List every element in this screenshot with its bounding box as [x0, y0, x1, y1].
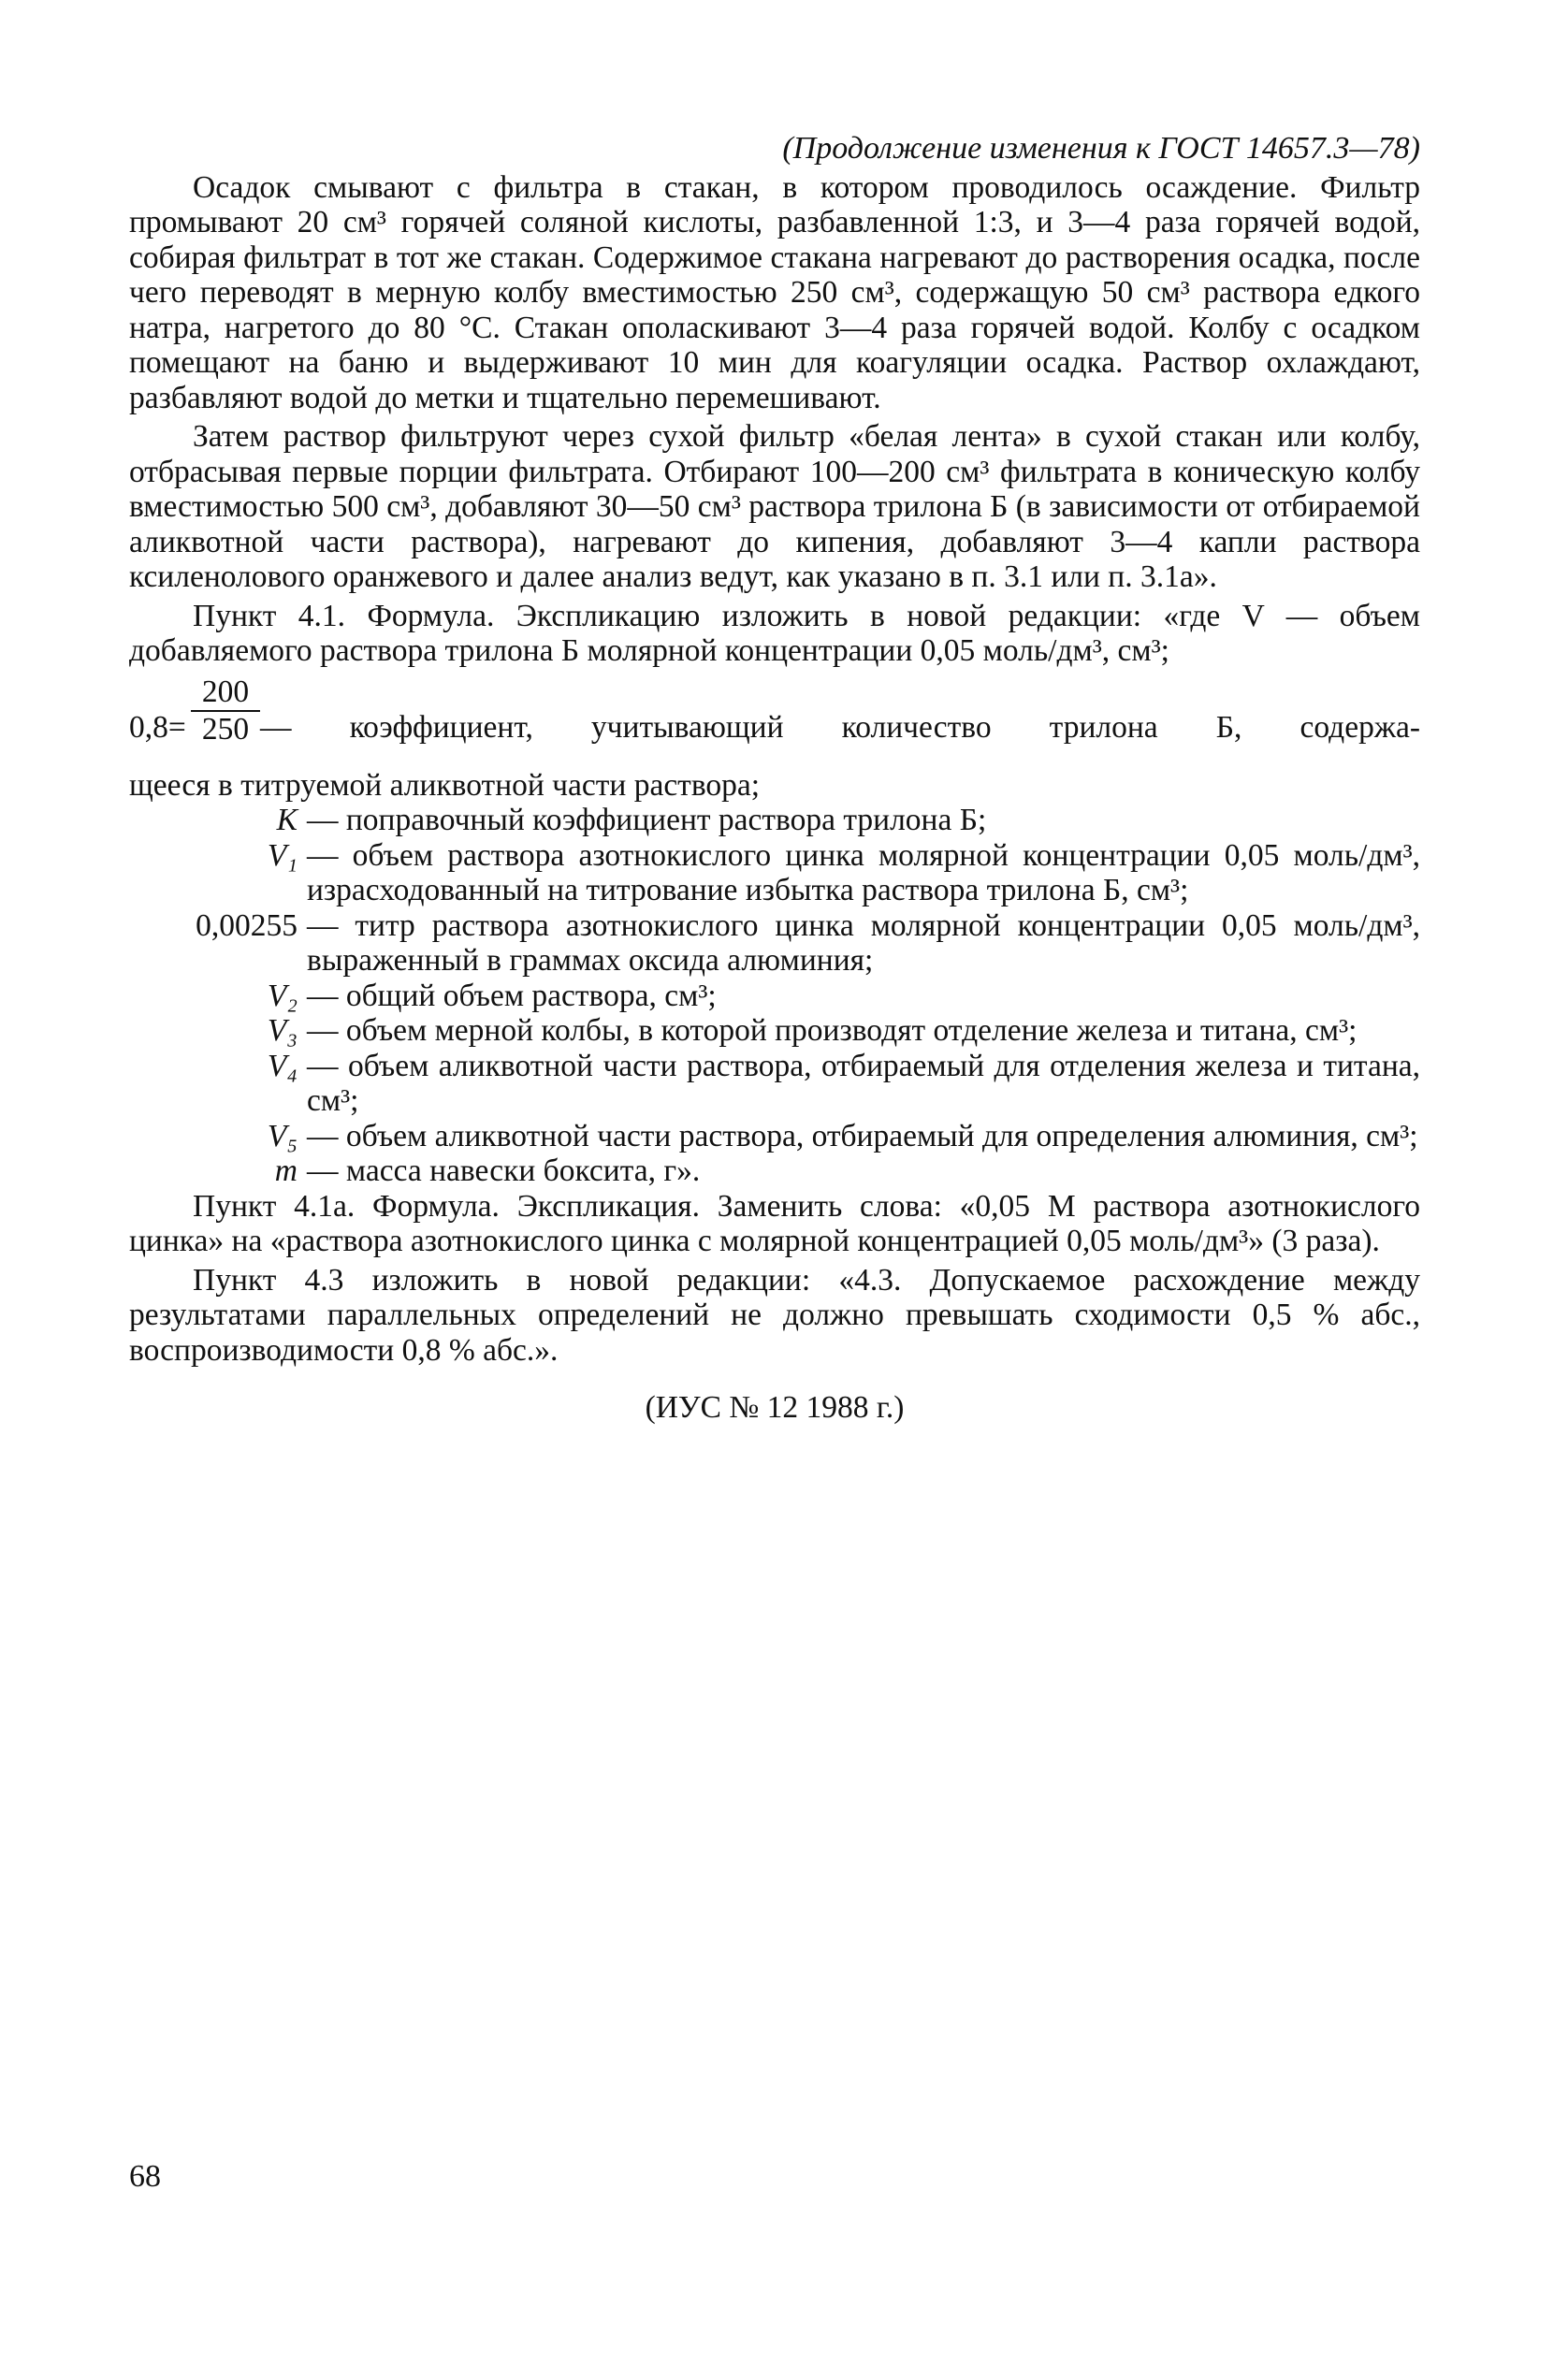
- continuation-header: (Продолжение изменения к ГОСТ 14657.3—78): [782, 131, 1420, 166]
- explication-item-v3: [129, 1013, 1420, 1049]
- explication-text: — объем мерной колбы, в которой производят отделение железа и титана, см³;: [307, 1013, 1357, 1048]
- paragraph-item-4-1a: Пункт 4.1а. Формула. Экспликация. Заменить слова: «0,05 М раствора азотнокислого цинка» на «раствора азотнокислого цинка с молярной концентрацией 0,05 моль/дм³» (3 раза).: [129, 1188, 1420, 1258]
- explication-list: [129, 803, 1420, 1189]
- explication-item-v1: [129, 838, 1420, 908]
- explication-item-k: [129, 803, 1420, 838]
- document-page: [129, 131, 1420, 1457]
- explication-symbol: V₃: [267, 1013, 298, 1048]
- explication-text: — объем аликвотной части раствора, отбираемый для определения алюминия, см³;: [307, 1118, 1418, 1153]
- explication-item-m: [129, 1153, 1420, 1189]
- explication-item-v5: [129, 1119, 1420, 1154]
- explication-symbol: V₂: [267, 978, 298, 1013]
- explication-symbol: K: [276, 803, 298, 837]
- explication-symbol: V₁: [267, 837, 298, 873]
- explication-text: — титр раствора азотнокислого цинка молярной концентрации 0,05 моль/дм³, выраженный в граммах оксида алюминия;: [307, 907, 1420, 978]
- formula-denominator: 250: [191, 710, 260, 747]
- explication-text: — общий объем раствора, см³;: [307, 978, 717, 1013]
- explication-text: — поправочный коэффициент раствора трилона Б;: [307, 803, 987, 837]
- formula-fraction: [191, 674, 260, 747]
- explication-text: — объем аликвотной части раствора, отбираемый для отделения железа и титана, см³;: [307, 1048, 1420, 1118]
- coefficient-formula: [129, 674, 1420, 768]
- explication-item-v2: [129, 979, 1420, 1014]
- formula-description: — коэффициент, учитывающий количество трилона Б, содержа-: [260, 709, 1420, 745]
- explication-symbol: m: [274, 1153, 298, 1188]
- explication-symbol: V₅: [267, 1118, 298, 1153]
- formula-prefix: 0,8=: [129, 709, 186, 745]
- paragraph-item-4-3: Пункт 4.3 изложить в новой редакции: «4.3. Допускаемое расхождение между результатами параллельных определений не должно превышать сходимости 0,5 % абс., воспроизводимости 0,8 % абс.».: [129, 1262, 1420, 1368]
- page-number: 68: [129, 2159, 161, 2194]
- formula-description-continuation: щееся в титруемой аликвотной части раствора;: [129, 767, 761, 803]
- explication-symbol: 0,00255: [196, 907, 298, 943]
- explication-text: — масса навески боксита, г».: [307, 1153, 701, 1188]
- explication-text: — объем раствора азотнокислого цинка молярной концентрации 0,05 моль/дм³, израсходованный на титрование избытка раствора трилона Б, см³;: [307, 837, 1420, 907]
- paragraph-item-4-1: Пункт 4.1. Формула. Экспликацию изложить в новой редакции: «где V — объем добавляемого раствора трилона Б молярной концентрации 0,05 моль/дм³, см³;: [129, 598, 1420, 668]
- paragraph-precipitate-wash: Осадок смывают с фильтра в стакан, в котором проводилось осаждение. Фильтр промывают 20 см³ горячей соляной кислоты, разбавленной 1:3, и 3—4 раза горячей водой, собирая фильтрат в тот же стакан. Содержимое стакана нагревают до растворения осадка, после чего переводят в мерную колбу вместимостью 250 см³, содержащую 50 см³ раствора едкого натра, нагретого до 80 °С. Стакан ополаскивают 3—4 раза горячей водой. Колбу с осадком помещают на баню и выдерживают 10 мин для коагуляции осадка. Раствор охлаждают, разбавляют водой до метки и тщательно перемешивают.: [129, 169, 1420, 415]
- explication-item-titre: [129, 908, 1420, 979]
- paragraph-filtration: Затем раствор фильтруют через сухой фильтр «белая лента» в сухой стакан или колбу, отбрасывая первые порции фильтрата. Отбирают 100—200 см³ фильтрата в коническую колбу вместимостью 500 см³, добавляют 30—50 см³ раствора трилона Б (в зависимости от отбираемой аликвотной части раствора), нагревают до кипения, добавляют 3—4 капли раствора ксиленолового оранжевого и далее анализ ведут, как указано в п. 3.1 или п. 3.1а».: [129, 419, 1420, 594]
- formula-numerator: 200: [201, 674, 250, 709]
- explication-symbol: V₄: [267, 1048, 298, 1083]
- ius-reference: (ИУС № 12 1988 г.): [645, 1390, 905, 1425]
- explication-item-v4: [129, 1049, 1420, 1119]
